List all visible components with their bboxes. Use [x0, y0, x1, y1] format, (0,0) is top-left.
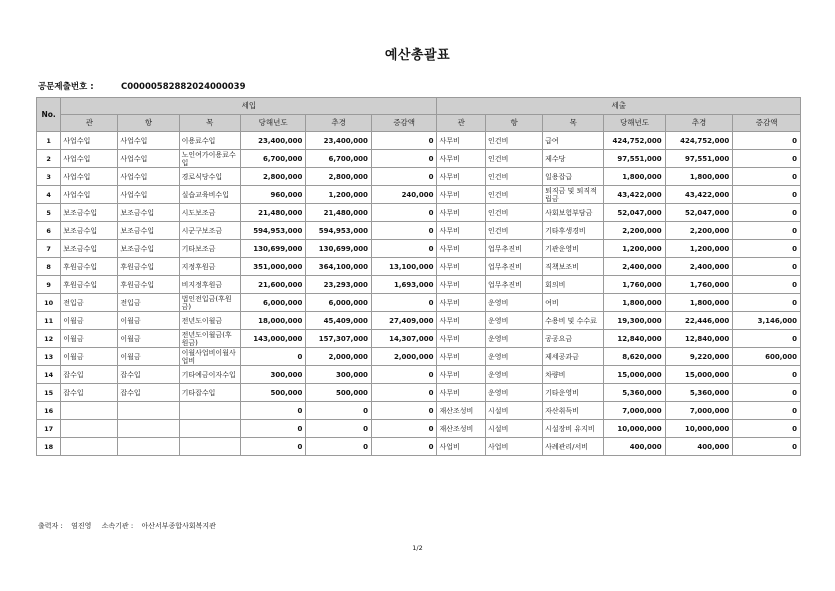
income-gwan-cell: 보조금수입 — [61, 222, 118, 240]
expense-current-cell: 97,551,000 — [604, 150, 665, 168]
expense-hang-cell: 업무추진비 — [486, 240, 543, 258]
income-hang-cell: 이월금 — [118, 330, 179, 348]
expense-supplementary-cell: 52,047,000 — [665, 204, 733, 222]
row-number: 9 — [37, 276, 61, 294]
expense-supplementary-cell: 7,000,000 — [665, 402, 733, 420]
expense-gwan-cell: 사무비 — [437, 276, 486, 294]
expense-supplementary-cell: 22,446,000 — [665, 312, 733, 330]
row-number: 15 — [37, 384, 61, 402]
income-gwan-cell: 사업수입 — [61, 132, 118, 150]
expense-current-cell: 1,760,000 — [604, 276, 665, 294]
income-supplementary-cell: 2,800,000 — [306, 168, 372, 186]
header-expense-gwan: 관 — [437, 115, 486, 132]
income-gwan-cell: 잡수입 — [61, 366, 118, 384]
header-expense: 세출 — [437, 98, 801, 115]
income-supplementary-cell: 23,400,000 — [306, 132, 372, 150]
income-hang-cell: 보조금수입 — [118, 222, 179, 240]
income-hang-cell: 후원금수입 — [118, 276, 179, 294]
income-change-cell: 240,000 — [371, 186, 437, 204]
income-mok-cell: 이월사업비이월사업비 — [179, 348, 240, 366]
expense-gwan-cell: 사무비 — [437, 258, 486, 276]
expense-mok-cell: 직책보조비 — [543, 258, 604, 276]
income-current-cell: 0 — [240, 438, 306, 456]
table-row — [37, 186, 801, 204]
income-supplementary-cell: 21,480,000 — [306, 204, 372, 222]
expense-mok-cell: 수용비 및 수수료 — [543, 312, 604, 330]
header-group-row — [37, 98, 801, 115]
income-gwan-cell: 이월금 — [61, 312, 118, 330]
income-gwan-cell — [61, 402, 118, 420]
income-change-cell: 0 — [371, 168, 437, 186]
header-income: 세입 — [61, 98, 437, 115]
expense-gwan-cell: 사무비 — [437, 330, 486, 348]
income-current-cell: 6,000,000 — [240, 294, 306, 312]
income-gwan-cell: 잡수입 — [61, 384, 118, 402]
income-gwan-cell: 보조금수입 — [61, 240, 118, 258]
expense-mok-cell: 제세공과금 — [543, 348, 604, 366]
row-number: 18 — [37, 438, 61, 456]
expense-change-cell: 0 — [733, 186, 801, 204]
table-row — [37, 258, 801, 276]
expense-hang-cell: 시설비 — [486, 402, 543, 420]
income-hang-cell: 전입금 — [118, 294, 179, 312]
expense-mok-cell: 급여 — [543, 132, 604, 150]
expense-change-cell: 0 — [733, 204, 801, 222]
income-hang-cell — [118, 402, 179, 420]
table-row — [37, 366, 801, 384]
expense-hang-cell: 인건비 — [486, 222, 543, 240]
expense-hang-cell: 인건비 — [486, 204, 543, 222]
expense-current-cell: 10,000,000 — [604, 420, 665, 438]
expense-current-cell: 8,620,000 — [604, 348, 665, 366]
row-number: 17 — [37, 420, 61, 438]
income-change-cell: 0 — [371, 420, 437, 438]
income-mok-cell — [179, 402, 240, 420]
income-change-cell: 0 — [371, 204, 437, 222]
income-hang-cell: 사업수입 — [118, 186, 179, 204]
expense-gwan-cell: 사업비 — [437, 438, 486, 456]
table-row — [37, 330, 801, 348]
expense-supplementary-cell: 1,800,000 — [665, 168, 733, 186]
expense-mok-cell: 기타운영비 — [543, 384, 604, 402]
income-gwan-cell: 사업수입 — [61, 150, 118, 168]
income-current-cell: 21,480,000 — [240, 204, 306, 222]
expense-hang-cell: 인건비 — [486, 168, 543, 186]
income-change-cell: 2,000,000 — [371, 348, 437, 366]
expense-supplementary-cell: 400,000 — [665, 438, 733, 456]
expense-hang-cell: 인건비 — [486, 132, 543, 150]
printer-label: 출력자 : — [38, 522, 63, 530]
expense-current-cell: 1,800,000 — [604, 294, 665, 312]
income-gwan-cell — [61, 438, 118, 456]
income-current-cell: 960,000 — [240, 186, 306, 204]
row-number: 5 — [37, 204, 61, 222]
expense-gwan-cell: 사무비 — [437, 384, 486, 402]
income-gwan-cell: 사업수입 — [61, 186, 118, 204]
expense-current-cell: 1,200,000 — [604, 240, 665, 258]
income-gwan-cell — [61, 420, 118, 438]
expense-current-cell: 400,000 — [604, 438, 665, 456]
income-gwan-cell: 후원금수입 — [61, 276, 118, 294]
income-change-cell: 27,409,000 — [371, 312, 437, 330]
expense-hang-cell: 업무추진비 — [486, 258, 543, 276]
income-mok-cell: 지정후원금 — [179, 258, 240, 276]
expense-hang-cell: 운영비 — [486, 330, 543, 348]
expense-change-cell: 0 — [733, 330, 801, 348]
income-hang-cell: 보조금수입 — [118, 240, 179, 258]
table-row — [37, 150, 801, 168]
row-number: 8 — [37, 258, 61, 276]
income-change-cell: 0 — [371, 438, 437, 456]
income-hang-cell: 보조금수입 — [118, 204, 179, 222]
expense-mok-cell: 차량비 — [543, 366, 604, 384]
income-gwan-cell: 전입금 — [61, 294, 118, 312]
income-current-cell: 300,000 — [240, 366, 306, 384]
expense-supplementary-cell: 1,200,000 — [665, 240, 733, 258]
income-mok-cell: 법인전입금(후원금) — [179, 294, 240, 312]
income-current-cell: 500,000 — [240, 384, 306, 402]
table-row — [37, 240, 801, 258]
header-income-hang: 항 — [118, 115, 179, 132]
expense-change-cell: 0 — [733, 294, 801, 312]
income-hang-cell: 사업수입 — [118, 132, 179, 150]
income-mok-cell: 기타예금이자수입 — [179, 366, 240, 384]
expense-change-cell: 0 — [733, 366, 801, 384]
income-supplementary-cell: 6,700,000 — [306, 150, 372, 168]
expense-change-cell: 0 — [733, 384, 801, 402]
expense-change-cell: 0 — [733, 150, 801, 168]
header-expense-supplementary: 추경 — [665, 115, 733, 132]
income-current-cell: 0 — [240, 348, 306, 366]
row-number: 6 — [37, 222, 61, 240]
expense-supplementary-cell: 10,000,000 — [665, 420, 733, 438]
expense-gwan-cell: 사무비 — [437, 348, 486, 366]
income-change-cell: 1,693,000 — [371, 276, 437, 294]
income-mok-cell: 이용료수입 — [179, 132, 240, 150]
expense-mok-cell: 공공요금 — [543, 330, 604, 348]
expense-gwan-cell: 사무비 — [437, 204, 486, 222]
expense-mok-cell: 자산취득비 — [543, 402, 604, 420]
income-current-cell: 130,699,000 — [240, 240, 306, 258]
income-hang-cell: 사업수입 — [118, 150, 179, 168]
income-mok-cell: 전년도이월금(후원금) — [179, 330, 240, 348]
expense-hang-cell: 운영비 — [486, 312, 543, 330]
doc-number-label: 공문제출번호 : — [38, 82, 94, 92]
row-number: 3 — [37, 168, 61, 186]
income-hang-cell: 잡수입 — [118, 366, 179, 384]
income-supplementary-cell: 0 — [306, 438, 372, 456]
row-number: 1 — [37, 132, 61, 150]
expense-gwan-cell: 사무비 — [437, 222, 486, 240]
expense-mok-cell: 사례관리/서비 — [543, 438, 604, 456]
expense-hang-cell: 업무추진비 — [486, 276, 543, 294]
table-row — [37, 402, 801, 420]
org-name: 아산서부종합사회복지관 — [141, 522, 216, 530]
income-hang-cell: 사업수입 — [118, 168, 179, 186]
expense-supplementary-cell: 424,752,000 — [665, 132, 733, 150]
expense-supplementary-cell: 2,400,000 — [665, 258, 733, 276]
income-mok-cell: 시도보조금 — [179, 204, 240, 222]
income-hang-cell: 잡수입 — [118, 384, 179, 402]
income-current-cell: 21,600,000 — [240, 276, 306, 294]
income-hang-cell: 후원금수입 — [118, 258, 179, 276]
header-expense-change: 증감액 — [733, 115, 801, 132]
expense-gwan-cell: 사무비 — [437, 294, 486, 312]
expense-hang-cell: 인건비 — [486, 150, 543, 168]
header-income-mok: 목 — [179, 115, 240, 132]
expense-current-cell: 15,000,000 — [604, 366, 665, 384]
income-supplementary-cell: 594,953,000 — [306, 222, 372, 240]
expense-gwan-cell: 사무비 — [437, 132, 486, 150]
expense-supplementary-cell: 5,360,000 — [665, 384, 733, 402]
table-row — [37, 168, 801, 186]
expense-supplementary-cell: 97,551,000 — [665, 150, 733, 168]
row-number: 13 — [37, 348, 61, 366]
row-number: 4 — [37, 186, 61, 204]
table-row — [37, 204, 801, 222]
row-number: 2 — [37, 150, 61, 168]
income-current-cell: 18,000,000 — [240, 312, 306, 330]
income-supplementary-cell: 157,307,000 — [306, 330, 372, 348]
income-gwan-cell: 이월금 — [61, 348, 118, 366]
expense-change-cell: 3,146,000 — [733, 312, 801, 330]
expense-current-cell: 1,800,000 — [604, 168, 665, 186]
income-current-cell: 351,000,000 — [240, 258, 306, 276]
row-number: 12 — [37, 330, 61, 348]
income-hang-cell: 이월금 — [118, 312, 179, 330]
income-mok-cell: 전년도이월금 — [179, 312, 240, 330]
page-number: 1/2 — [412, 544, 423, 552]
expense-gwan-cell: 재산조성비 — [437, 402, 486, 420]
expense-gwan-cell: 사무비 — [437, 150, 486, 168]
income-supplementary-cell: 6,000,000 — [306, 294, 372, 312]
expense-supplementary-cell: 43,422,000 — [665, 186, 733, 204]
income-change-cell: 0 — [371, 294, 437, 312]
expense-gwan-cell: 사무비 — [437, 312, 486, 330]
table-row — [37, 132, 801, 150]
expense-current-cell: 19,300,000 — [604, 312, 665, 330]
header-expense-hang: 항 — [486, 115, 543, 132]
expense-hang-cell: 사업비 — [486, 438, 543, 456]
income-hang-cell — [118, 420, 179, 438]
expense-change-cell: 600,000 — [733, 348, 801, 366]
income-supplementary-cell: 0 — [306, 420, 372, 438]
expense-change-cell: 0 — [733, 168, 801, 186]
table-row — [37, 438, 801, 456]
expense-hang-cell: 운영비 — [486, 384, 543, 402]
income-current-cell: 2,800,000 — [240, 168, 306, 186]
footer — [38, 521, 222, 531]
income-change-cell: 0 — [371, 132, 437, 150]
doc-number-value: C00000582882024000039 — [120, 82, 246, 92]
income-change-cell: 0 — [371, 366, 437, 384]
table-row — [37, 348, 801, 366]
expense-supplementary-cell: 1,760,000 — [665, 276, 733, 294]
row-number: 7 — [37, 240, 61, 258]
income-gwan-cell: 이월금 — [61, 330, 118, 348]
budget-summary-table — [36, 97, 801, 456]
expense-mok-cell: 퇴직금 및 퇴직적립금 — [543, 186, 604, 204]
income-mok-cell: 실습교육비수입 — [179, 186, 240, 204]
income-change-cell: 0 — [371, 222, 437, 240]
table-row — [37, 276, 801, 294]
income-supplementary-cell: 500,000 — [306, 384, 372, 402]
expense-mok-cell: 기타후생경비 — [543, 222, 604, 240]
income-change-cell: 14,307,000 — [371, 330, 437, 348]
income-supplementary-cell: 23,293,000 — [306, 276, 372, 294]
table-row — [37, 312, 801, 330]
expense-current-cell: 2,200,000 — [604, 222, 665, 240]
expense-change-cell: 0 — [733, 402, 801, 420]
row-number: 16 — [37, 402, 61, 420]
expense-gwan-cell: 사무비 — [437, 366, 486, 384]
income-gwan-cell: 사업수입 — [61, 168, 118, 186]
table-row — [37, 384, 801, 402]
expense-supplementary-cell: 9,220,000 — [665, 348, 733, 366]
expense-gwan-cell: 사무비 — [437, 240, 486, 258]
table-row — [37, 294, 801, 312]
income-supplementary-cell: 2,000,000 — [306, 348, 372, 366]
table-row — [37, 420, 801, 438]
income-mok-cell: 노인여가이용료수입 — [179, 150, 240, 168]
expense-hang-cell: 운영비 — [486, 294, 543, 312]
income-gwan-cell: 보조금수입 — [61, 204, 118, 222]
header-no: No. — [37, 98, 61, 132]
income-mok-cell: 경로식당수입 — [179, 168, 240, 186]
expense-hang-cell: 인건비 — [486, 186, 543, 204]
income-supplementary-cell: 1,200,000 — [306, 186, 372, 204]
expense-supplementary-cell: 12,840,000 — [665, 330, 733, 348]
header-income-change: 증감액 — [371, 115, 437, 132]
expense-mok-cell: 제수당 — [543, 150, 604, 168]
expense-current-cell: 5,360,000 — [604, 384, 665, 402]
header-income-current: 당해년도 — [240, 115, 306, 132]
income-current-cell: 594,953,000 — [240, 222, 306, 240]
income-mok-cell: 기타보조금 — [179, 240, 240, 258]
income-current-cell: 6,700,000 — [240, 150, 306, 168]
header-income-gwan: 관 — [61, 115, 118, 132]
expense-change-cell: 0 — [733, 438, 801, 456]
row-number: 11 — [37, 312, 61, 330]
expense-mok-cell: 사회보험부담금 — [543, 204, 604, 222]
expense-supplementary-cell: 2,200,000 — [665, 222, 733, 240]
header-expense-current: 당해년도 — [604, 115, 665, 132]
expense-change-cell: 0 — [733, 258, 801, 276]
income-gwan-cell: 후원금수입 — [61, 258, 118, 276]
income-supplementary-cell: 364,100,000 — [306, 258, 372, 276]
income-change-cell: 0 — [371, 384, 437, 402]
expense-change-cell: 0 — [733, 132, 801, 150]
income-current-cell: 23,400,000 — [240, 132, 306, 150]
income-change-cell: 13,100,000 — [371, 258, 437, 276]
income-hang-cell: 이월금 — [118, 348, 179, 366]
income-current-cell: 0 — [240, 402, 306, 420]
expense-hang-cell: 운영비 — [486, 348, 543, 366]
expense-mok-cell: 일용잡급 — [543, 168, 604, 186]
doc-number — [38, 80, 246, 92]
header-expense-mok: 목 — [543, 115, 604, 132]
expense-gwan-cell: 사무비 — [437, 186, 486, 204]
header-income-supplementary: 추경 — [306, 115, 372, 132]
table-row — [37, 222, 801, 240]
income-change-cell: 0 — [371, 150, 437, 168]
expense-gwan-cell: 사무비 — [437, 168, 486, 186]
income-mok-cell: 기타잡수입 — [179, 384, 240, 402]
expense-change-cell: 0 — [733, 222, 801, 240]
expense-mok-cell: 여비 — [543, 294, 604, 312]
expense-hang-cell: 시설비 — [486, 420, 543, 438]
income-supplementary-cell: 300,000 — [306, 366, 372, 384]
expense-current-cell: 7,000,000 — [604, 402, 665, 420]
row-number: 14 — [37, 366, 61, 384]
income-mok-cell: 비지정후원금 — [179, 276, 240, 294]
expense-supplementary-cell: 15,000,000 — [665, 366, 733, 384]
expense-current-cell: 12,840,000 — [604, 330, 665, 348]
income-mok-cell — [179, 438, 240, 456]
expense-change-cell: 0 — [733, 420, 801, 438]
expense-change-cell: 0 — [733, 276, 801, 294]
expense-current-cell: 424,752,000 — [604, 132, 665, 150]
income-current-cell: 0 — [240, 420, 306, 438]
expense-current-cell: 43,422,000 — [604, 186, 665, 204]
income-change-cell: 0 — [371, 402, 437, 420]
expense-mok-cell: 시설장비 유지비 — [543, 420, 604, 438]
income-supplementary-cell: 130,699,000 — [306, 240, 372, 258]
expense-current-cell: 52,047,000 — [604, 204, 665, 222]
income-supplementary-cell: 45,409,000 — [306, 312, 372, 330]
expense-hang-cell: 운영비 — [486, 366, 543, 384]
expense-supplementary-cell: 1,800,000 — [665, 294, 733, 312]
expense-current-cell: 2,400,000 — [604, 258, 665, 276]
page-title: 예산총괄표 — [384, 48, 451, 63]
expense-change-cell: 0 — [733, 240, 801, 258]
row-number: 10 — [37, 294, 61, 312]
expense-gwan-cell: 재산조성비 — [437, 420, 486, 438]
income-mok-cell — [179, 420, 240, 438]
income-hang-cell — [118, 438, 179, 456]
expense-mok-cell: 기관운영비 — [543, 240, 604, 258]
printer-name: 염진영 — [71, 522, 92, 530]
income-current-cell: 143,000,000 — [240, 330, 306, 348]
income-supplementary-cell: 0 — [306, 402, 372, 420]
income-change-cell: 0 — [371, 240, 437, 258]
header-column-row — [37, 115, 801, 132]
org-label: 소속기관 : — [101, 522, 134, 530]
expense-mok-cell: 회의비 — [543, 276, 604, 294]
income-mok-cell: 시군구보조금 — [179, 222, 240, 240]
